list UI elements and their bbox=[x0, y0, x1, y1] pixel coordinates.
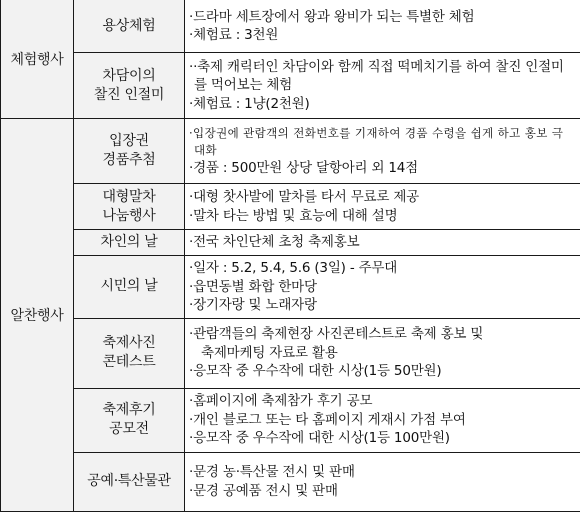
description-item: ·경품 : 500만원 상당 달항아리 외 14점 bbox=[189, 159, 574, 178]
event-description-cell bbox=[185, 184, 580, 230]
table-row bbox=[1, 388, 580, 452]
description-item: ·응모작 중 우수작에 대한 시상(1등 50만원) bbox=[189, 362, 574, 381]
event-name: 시민의 날 bbox=[74, 277, 184, 296]
description-item: ··축제 캐릭터인 차담이와 함께 직접 떡메치기를 하여 찰진 인절미를 먹어보는 체험 bbox=[189, 58, 574, 95]
event-name: 찰진 인절미 bbox=[74, 86, 184, 105]
event-name-cell bbox=[74, 318, 185, 388]
description-item: ·체험료 : 3천원 bbox=[189, 26, 574, 45]
event-name: 입장권 bbox=[74, 132, 184, 151]
event-description-cell bbox=[185, 318, 580, 388]
event-name: 나눔행사 bbox=[74, 207, 184, 226]
description-item: ·응모작 중 우수작에 대한 시상(1등 100만원) bbox=[189, 429, 574, 448]
description-item: 축제마케팅 자료로 활용 bbox=[189, 344, 574, 363]
event-name-cell bbox=[74, 452, 185, 511]
table-row bbox=[1, 0, 580, 53]
event-name: 공예·특산물관 bbox=[74, 472, 184, 491]
event-description-cell bbox=[185, 388, 580, 452]
description-item: ·일자 : 5.2, 5.4, 5.6 (3일) - 주무대 bbox=[189, 259, 574, 278]
description-item: ·입장권에 관람객의 전화번호를 기재하여 경품 수령을 쉽게 하고 홍보 극대화 bbox=[189, 125, 574, 159]
description-item: ·홈페이지에 축제참가 후기 공모 bbox=[189, 392, 574, 411]
event-name-cell bbox=[74, 119, 185, 184]
event-name-cell bbox=[74, 256, 185, 319]
event-description-cell bbox=[185, 452, 580, 511]
description-item: ·문경 공예품 전시 및 판매 bbox=[189, 482, 574, 501]
description-item: ·개인 블로그 또는 타 홈페이지 게재시 가점 부여 bbox=[189, 411, 574, 430]
event-name-cell bbox=[74, 388, 185, 452]
event-name: 차담이의 bbox=[74, 67, 184, 86]
event-name: 차인의 날 bbox=[74, 233, 184, 252]
table-row bbox=[1, 119, 580, 184]
table-row bbox=[1, 230, 580, 256]
table-row bbox=[1, 452, 580, 511]
event-description-cell bbox=[185, 0, 580, 53]
description-item: ·문경 농·특산물 전시 및 판매 bbox=[189, 463, 574, 482]
description-item: ·장기자랑 및 노래자랑 bbox=[189, 296, 574, 315]
category-cell-main: 알찬행사 bbox=[1, 119, 74, 512]
event-name: 대형말차 bbox=[74, 188, 184, 207]
category-cell-experience: 체험행사 bbox=[1, 0, 74, 119]
event-name: 용상체험 bbox=[74, 17, 184, 36]
event-name: 공모전 bbox=[74, 420, 184, 439]
event-name-cell bbox=[74, 184, 185, 230]
event-description-cell bbox=[185, 256, 580, 319]
event-description-cell bbox=[185, 230, 580, 256]
event-name: 축제사진 bbox=[74, 334, 184, 353]
table-row bbox=[1, 184, 580, 230]
description-item: ·읍면동별 화합 한마당 bbox=[189, 278, 574, 297]
table-row bbox=[1, 256, 580, 319]
description-item: ·드라마 세트장에서 왕과 왕비가 되는 특별한 체험 bbox=[189, 8, 574, 27]
description-item: ·체험료 : 1냥(2천원) bbox=[189, 95, 574, 114]
description-item: ·전국 차인단체 초청 축제홍보 bbox=[189, 233, 574, 252]
event-description-cell bbox=[185, 53, 580, 119]
event-name-cell bbox=[74, 53, 185, 119]
description-item: ·말차 타는 방법 및 효능에 대해 설명 bbox=[189, 207, 574, 226]
event-description-cell bbox=[185, 119, 580, 184]
event-name: 축제후기 bbox=[74, 401, 184, 420]
event-name: 콘테스트 bbox=[74, 353, 184, 372]
table-row bbox=[1, 318, 580, 388]
event-name-cell bbox=[74, 230, 185, 256]
description-item: ·관람객들의 축제현장 사진콘테스트로 축제 홍보 및 bbox=[189, 325, 574, 344]
event-name: 경품추첨 bbox=[74, 151, 184, 170]
description-item: ·대형 찻사발에 말차를 타서 무료로 제공 bbox=[189, 188, 574, 207]
table-row bbox=[1, 53, 580, 119]
event-name-cell bbox=[74, 0, 185, 53]
